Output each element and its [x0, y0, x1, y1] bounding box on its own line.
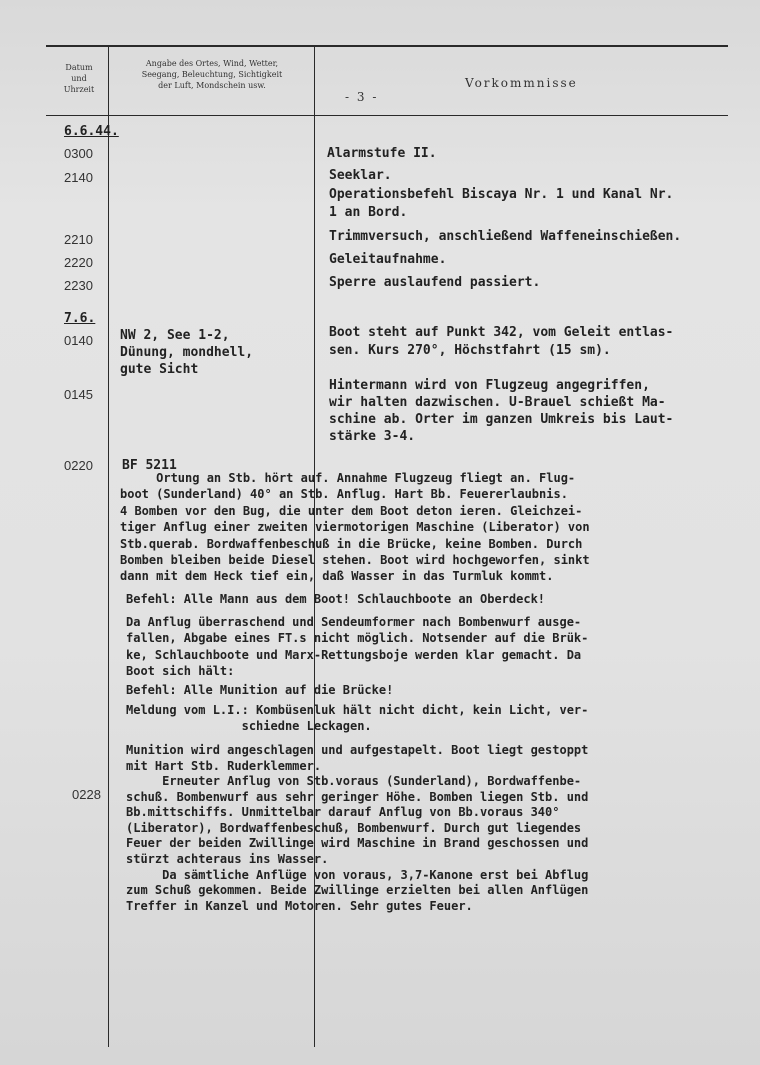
column-divider-1 [108, 47, 109, 1047]
entry-time: 2140 [64, 170, 93, 185]
header-bottom-rule [46, 115, 728, 116]
page-number: - 3 - [345, 90, 379, 104]
entry-text: Operationsbefehl Biscaya Nr. 1 und Kanal Nr. [329, 187, 674, 202]
entry-time: 0140 [64, 333, 93, 348]
weather-text: BF 5211 [122, 458, 177, 473]
entry-text: Alarmstufe II. [327, 146, 437, 161]
narrative-paragraph: Ortung an Stb. hört auf. Annahme Flugzeug fliegt an. Flug- boot (Sunderland) 40° an Stb. Anflug. Hart Bb. Feuererlaubnis. 4 Bomben vor den Bug, die unter dem Boot deton ieren. Gleichzei- tiger Anflug einer zweiten viermotorigen Maschine (Liberator) von Stb.querab. Bordwaffenbeschuß in die Brücke, keine Bomben. Durch Bomben bleiben beide Diesel stehen. Boot wird hochgeworfen, sinkt dann mit dem Heck tief ein, daß Wasser in das Turmluk kommt. [120, 471, 590, 584]
date-heading: 6.6.44. [64, 124, 119, 139]
entry-time: 0228 [72, 787, 101, 802]
weather-text: gute Sicht [120, 362, 199, 377]
date-heading: 7.6. [64, 311, 96, 326]
weather-text: Dünung, mondhell, [120, 345, 254, 360]
entry-text: Geleitaufnahme. [329, 252, 447, 267]
entry-time: 0220 [64, 458, 93, 473]
header-events: Vorkommnisse [465, 76, 578, 90]
entry-text: Hintermann wird von Flugzeug angegriffen, [329, 378, 650, 393]
entry-text: schine ab. Orter im ganzen Umkreis bis Laut- [329, 412, 674, 427]
entry-time: 2230 [64, 278, 93, 293]
header-date-time: Datum und Uhrzeit [63, 63, 95, 94]
entry-text: Sperre auslaufend passiert. [329, 275, 541, 290]
top-rule [46, 45, 728, 47]
entry-text: stärke 3-4. [329, 429, 416, 444]
entry-text: Seeklar. [329, 168, 392, 183]
narrative-paragraph: Munition wird angeschlagen und aufgestapelt. Boot liegt gestoppt mit Hart Stb. Ruderklemmer. [126, 743, 589, 773]
entry-text: wir halten dazwischen. U-Brauel schießt Ma- [329, 395, 666, 410]
narrative-paragraph: Erneuter Anflug von Stb.voraus (Sunderland), Bordwaffenbe- schuß. Bombenwurf aus sehr geringer Höhe. Bomben liegen Stb. und Bb.mittschiffs. Unmittelbar darauf Anflug von Bb.voraus 340° (Liberator), Bordwaffenbeschuß, Bombenwurf. Durch gut liegendes Feuer der beiden Zwillinge wird Maschine in Brand geschossen und stürzt achteraus ins Wasser. Da sämtliche Anflüge von voraus, 3,7-Kanone erst bei Abflug zum Schuß gekommen. Beide Zwillinge erzielten bei allen Anflügen Treffer in Kanzel und Motoren. Sehr gutes Feuer. [126, 774, 589, 913]
order-text: Befehl: Alle Munition auf die Brücke! [126, 683, 394, 697]
header-location-weather: Angabe des Ortes, Wind, Wetter, Seegang, Beleuchtung, Sichtigkeit der Luft, Mondschein usw. [141, 59, 283, 90]
entry-time: 0300 [64, 146, 93, 161]
entry-text: Boot steht auf Punkt 342, vom Geleit entlas- [329, 325, 674, 340]
entry-time: 0145 [64, 387, 93, 402]
entry-time: 2210 [64, 232, 93, 247]
entry-time: 2220 [64, 255, 93, 270]
report-text: Meldung vom L.I.: Kombüsenluk hält nicht dicht, kein Licht, ver- schiedne Leckagen. [126, 703, 589, 733]
narrative-paragraph: Da Anflug überraschend und Sendeumformer nach Bombenwurf ausge- fallen, Abgabe eines FT.s nicht möglich. Notsender auf die Brük- ke, Schlauchboote und Marx-Rettungsboje werden klar gemacht. Da Boot sich hält: [126, 615, 589, 679]
entry-text: sen. Kurs 270°, Höchstfahrt (15 sm). [329, 343, 611, 358]
order-text: Befehl: Alle Mann aus dem Boot! Schlauchboote an Oberdeck! [126, 592, 546, 606]
entry-text: Trimmversuch, anschließend Waffeneinschießen. [329, 229, 682, 244]
entry-text: 1 an Bord. [329, 205, 408, 220]
weather-text: NW 2, See 1-2, [120, 328, 230, 343]
